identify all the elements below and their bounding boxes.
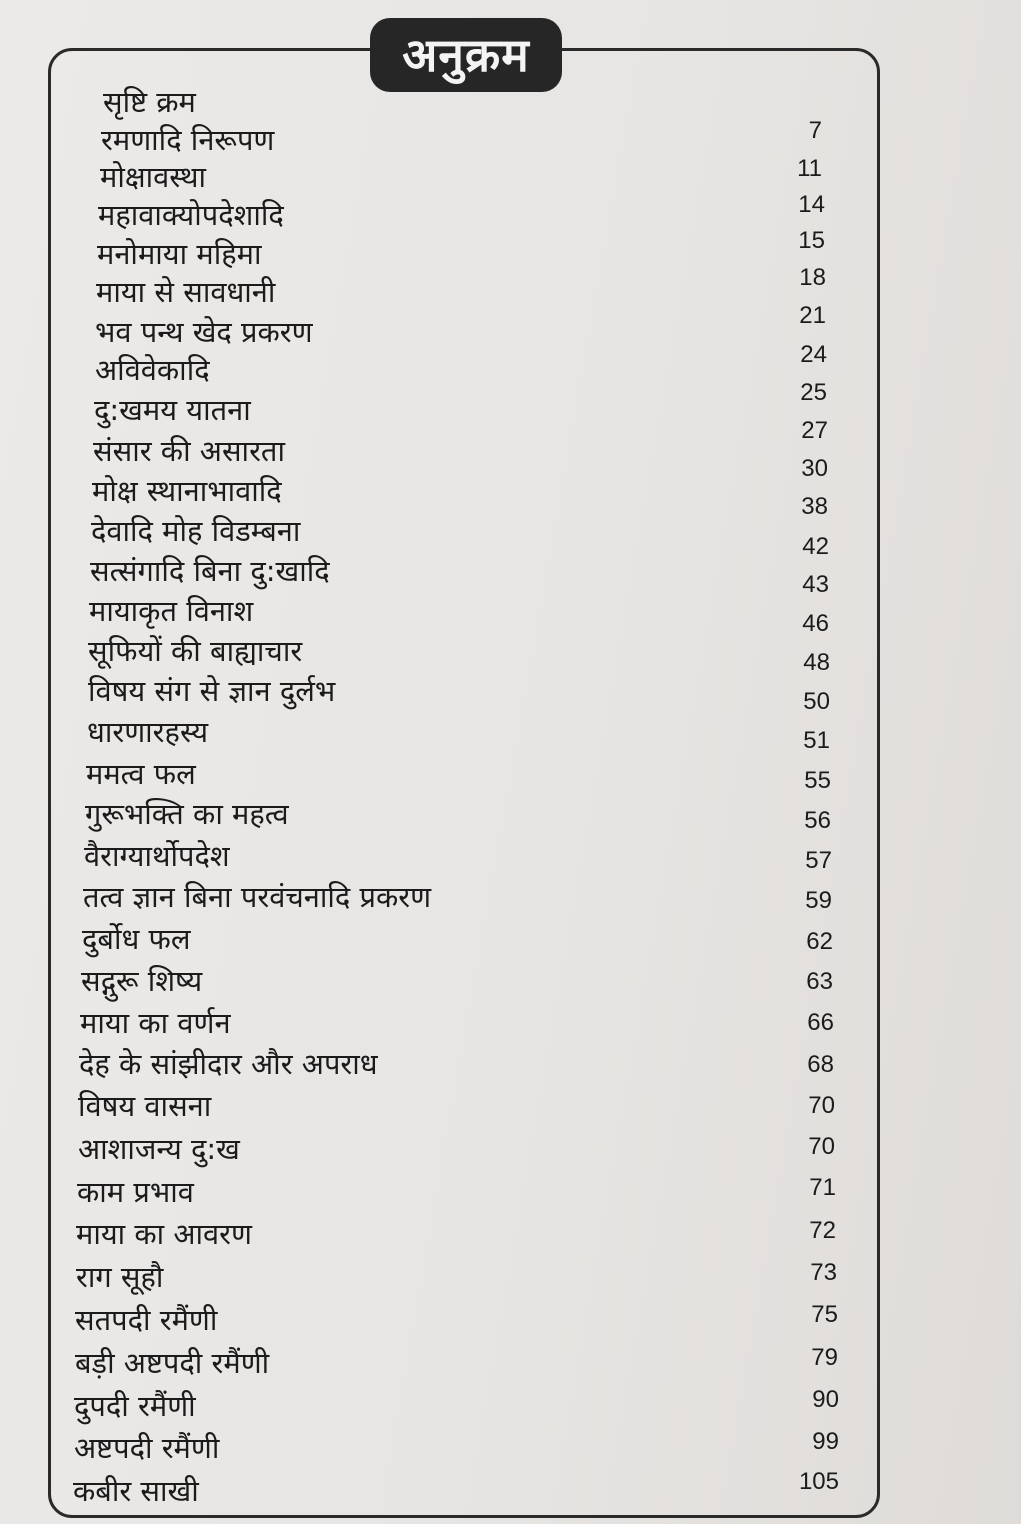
contents-heading: अनुक्रम: [370, 18, 562, 92]
toc-entry-title: मायाकृत विनाश: [89, 594, 254, 628]
toc-entry-page-number: 42: [802, 533, 829, 560]
toc-entry-page-number: 56: [804, 807, 831, 834]
toc-entry-page-number: 70: [808, 1092, 835, 1119]
toc-entry-page-number: 71: [809, 1174, 836, 1201]
toc-entry-page-number: 24: [800, 341, 827, 368]
toc-entry-page-number: 11: [797, 155, 822, 182]
toc-entry-page-number: 75: [811, 1301, 838, 1328]
toc-entry-page-number: 57: [805, 847, 832, 874]
toc-entry-page-number: 99: [812, 1428, 839, 1455]
toc-entry-page-number: 51: [803, 727, 830, 754]
toc-entry-title: माया से सावधानी: [96, 275, 276, 309]
toc-entry-title: संसार की असारता: [93, 434, 285, 468]
toc-entry-page-number: 59: [805, 887, 832, 914]
toc-entry-title: कबीर साखी: [73, 1474, 199, 1508]
toc-entry-page-number: 43: [802, 571, 829, 598]
toc-entry-page-number: 25: [800, 379, 827, 406]
toc-entry-page-number: 66: [807, 1009, 834, 1036]
toc-entry-title: वैराग्यार्थोपदेश: [84, 839, 230, 873]
toc-entry-page-number: 15: [798, 227, 825, 254]
toc-entry-page-number: 55: [804, 767, 831, 794]
toc-entry-title: आशाजन्य दु:ख: [78, 1132, 240, 1166]
toc-entry-title: काम प्रभाव: [77, 1175, 194, 1209]
toc-entry-page-number: 73: [810, 1259, 837, 1286]
toc-entry-page-number: 46: [802, 610, 829, 637]
toc-entry-page-number: 7: [808, 117, 822, 144]
toc-entry-page-number: 18: [799, 264, 826, 291]
toc-entry-title: सद्गुरू शिष्य: [81, 964, 203, 998]
toc-entry-page-number: 90: [812, 1386, 839, 1413]
toc-entry-title: सतपदी रमैंणी: [75, 1303, 218, 1337]
toc-entry-page-number: 27: [801, 417, 828, 444]
toc-entry-title: विषय वासना: [78, 1089, 212, 1123]
toc-entry-title: मनोमाया महिमा: [97, 237, 262, 271]
toc-entry-page-number: 79: [811, 1344, 838, 1371]
toc-entry-page-number: 62: [806, 928, 833, 955]
toc-entry-title: महावाक्योपदेशादि: [98, 198, 284, 232]
toc-entry-page-number: 70: [808, 1133, 835, 1160]
toc-entry-title: सृष्टि क्रम: [103, 85, 196, 119]
toc-entry-title: देह के सांझीदार और अपराध: [79, 1047, 378, 1081]
toc-entry-page-number: 14: [798, 191, 825, 218]
toc-entry-page-number: 72: [809, 1217, 836, 1244]
toc-entry-page-number: 68: [807, 1051, 834, 1078]
toc-entry-title: मोक्ष स्थानाभावादि: [92, 474, 282, 508]
toc-entry-page-number: 63: [806, 968, 833, 995]
toc-entry-title: तत्व ज्ञान बिना परवंचनादि प्रकरण: [83, 880, 432, 914]
toc-entry-page-number: 48: [803, 649, 830, 676]
toc-entry-title: माया का आवरण: [76, 1217, 252, 1251]
toc-entry-title: सत्संगादि बिना दु:खादि: [90, 554, 330, 588]
toc-entry-title: रमणादि निरूपण: [101, 123, 275, 157]
toc-entry-title: माया का वर्णन: [80, 1006, 231, 1040]
toc-entry-title: दुपदी रमैंणी: [74, 1389, 196, 1423]
toc-entry-page-number: 21: [799, 302, 826, 329]
toc-entry-title: मोक्षावस्था: [100, 160, 207, 194]
toc-entry-title: दुर्बोध फल: [82, 922, 191, 956]
toc-entry-title: अविवेकादि: [95, 353, 210, 387]
toc-entry-title: ममत्व फल: [86, 757, 196, 791]
toc-entry-page-number: 38: [801, 493, 828, 520]
toc-entry-title: भव पन्थ खेद प्रकरण: [95, 315, 313, 349]
toc-entry-page-number: 30: [801, 455, 828, 482]
toc-entry-page-number: 50: [803, 688, 830, 715]
toc-entry-title: धारणारहस्य: [87, 715, 209, 749]
toc-entry-title: राग सूहौ: [76, 1260, 164, 1294]
toc-entry-title: गुरूभक्ति का महत्व: [85, 797, 289, 831]
toc-entry-title: अष्टपदी रमैंणी: [74, 1431, 220, 1465]
toc-entry-title: विषय संग से ज्ञान दुर्लभ: [88, 674, 336, 708]
toc-entry-title: बड़ी अष्टपदी रमैंणी: [75, 1346, 270, 1380]
toc-entry-title: दु:खमय यातना: [94, 393, 251, 427]
toc-entry-page-number: 105: [798, 1468, 839, 1495]
toc-entry-title: सूफियों की बाह्याचार: [88, 634, 303, 668]
toc-entry-title: देवादि मोह विडम्बना: [91, 514, 301, 548]
